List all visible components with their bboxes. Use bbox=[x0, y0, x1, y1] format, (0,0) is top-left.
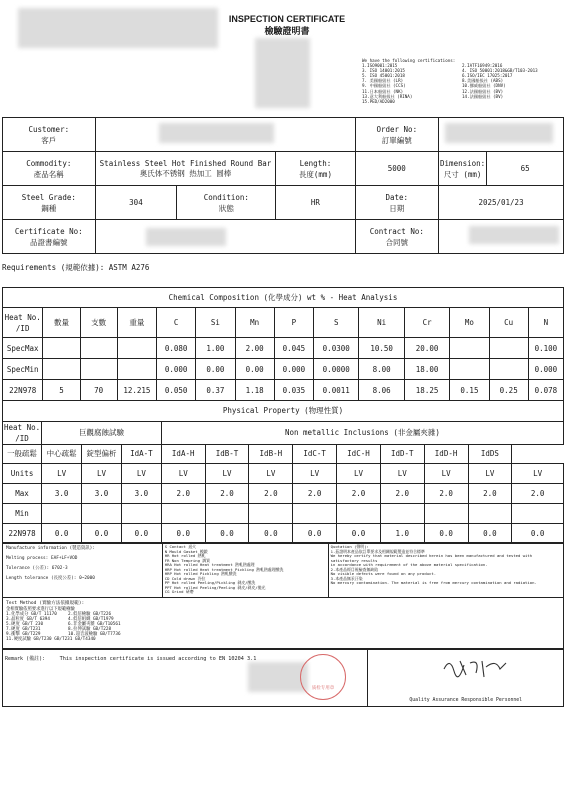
chem-cell: 0.050 bbox=[157, 380, 196, 401]
note-line: HRP Hot rolled Heat treatment Pickling 熱軋熱處理酸洗 bbox=[164, 566, 284, 572]
phys-cell: LV bbox=[82, 463, 122, 483]
phys-cell: 0.0 bbox=[512, 523, 564, 543]
info-table bbox=[2, 117, 564, 254]
chem-cell: 0.25 bbox=[489, 380, 528, 401]
phys-cell: 0.0 bbox=[337, 523, 381, 543]
title-zh: 檢驗證明書 bbox=[264, 26, 310, 36]
phys-cell: Min bbox=[3, 503, 42, 523]
phys-cell: 0.0 bbox=[293, 523, 337, 543]
phys-cell bbox=[161, 503, 205, 523]
chem-cell: 2.00 bbox=[235, 338, 274, 359]
note-line: Melting process: EAF+LF+VOD bbox=[6, 556, 78, 561]
note-line: Manufacture information (製造資訊): bbox=[6, 546, 95, 551]
test-method-item: 9.衝擊 GB/T229 bbox=[6, 631, 41, 637]
phys-cell: Units bbox=[3, 463, 42, 483]
customer-label: Customer: 客戶 bbox=[3, 118, 96, 152]
physical-title: Physical Property (物理性質) bbox=[3, 401, 564, 421]
phys-cell bbox=[512, 503, 564, 523]
chem-cell: 0.15 bbox=[450, 380, 489, 401]
remark-label: Remark (備註): bbox=[5, 656, 46, 662]
chem-row bbox=[3, 359, 564, 380]
phys-cell bbox=[42, 503, 82, 523]
chem-header-text: /ID bbox=[15, 323, 30, 333]
chem-header bbox=[489, 308, 528, 338]
test-method-item bbox=[68, 637, 130, 642]
phys-subheader: IdA-T bbox=[121, 444, 161, 463]
note-line: N Mould Gasket 模鍛 bbox=[164, 548, 208, 554]
chem-header-text: Cr bbox=[422, 318, 432, 327]
dimension-label: Dimension: 尺寸 (mm) bbox=[439, 152, 487, 186]
company-name-redacted bbox=[248, 662, 308, 692]
physical-table bbox=[2, 401, 564, 544]
test-method-item: 7.硬度 GB/T231 bbox=[6, 626, 41, 632]
phys-cell: 0.0 bbox=[161, 523, 205, 543]
phys-subheader-row bbox=[3, 444, 564, 463]
phys-cell: 3.0 bbox=[121, 483, 161, 503]
chem-header-text: 支數 bbox=[91, 318, 107, 327]
chem-cell: 20.00 bbox=[404, 338, 449, 359]
date-label: Date: 日期 bbox=[355, 186, 439, 220]
length-label: Length: 長度(mm) bbox=[276, 152, 355, 186]
chem-cell: 0.000 bbox=[157, 359, 196, 380]
phys-cell: LV bbox=[205, 463, 249, 483]
test-method-item: 10.超音波檢驗 GB/T7736 bbox=[68, 631, 121, 637]
phys-cell: 0.0 bbox=[82, 523, 122, 543]
chem-header bbox=[117, 308, 156, 338]
customer-value bbox=[95, 118, 355, 152]
note-line: Length tolerance (長度公差): 0~2000 bbox=[6, 576, 95, 581]
certifications-list bbox=[362, 58, 562, 104]
chem-cell: 0.0011 bbox=[314, 380, 359, 401]
remark-text: This inspection certificate is issued according to EN 10204 3.1 bbox=[59, 656, 257, 662]
phys-cell: LV bbox=[468, 463, 512, 483]
note-line: 2.本產品經目視檢查無缺陷 bbox=[330, 566, 379, 572]
condition-label: Condition: 狀態 bbox=[177, 186, 276, 220]
test-method bbox=[3, 597, 564, 649]
note-line: S Contact 退火 bbox=[164, 544, 196, 549]
chem-cell: 10.50 bbox=[359, 338, 404, 359]
phys-cell: LV bbox=[380, 463, 424, 483]
chem-header-text: Si bbox=[210, 318, 220, 327]
chem-header bbox=[157, 308, 196, 338]
requirements: Requirements (規範依據): ASTM A276 bbox=[2, 263, 150, 272]
chem-cell bbox=[450, 338, 489, 359]
cert-item: 2.IATF16949:2016 bbox=[462, 63, 503, 69]
cert-row bbox=[362, 99, 562, 104]
cert-item: 13.意大利船級社 (RINA) bbox=[362, 93, 413, 99]
phys-cell bbox=[424, 503, 468, 523]
chem-row bbox=[3, 380, 564, 401]
commodity-label: Commodity: 產品名稱 bbox=[3, 152, 96, 186]
note-line: HRA Hot rolled Heat treatment 熱軋熱處理 bbox=[164, 562, 255, 567]
phys-cell bbox=[293, 503, 337, 523]
chem-cell: 0.035 bbox=[274, 380, 313, 401]
chem-header-text: Mn bbox=[250, 318, 260, 327]
length-value: 5000 bbox=[355, 152, 439, 186]
cert-item: 15.PED/AD2000 bbox=[362, 98, 395, 104]
test-method-title: Test Method (實驗方法依據規範): bbox=[6, 600, 85, 606]
test-method-item: 2.低倍檢驗 GB/T226 bbox=[68, 611, 112, 617]
chem-cell: 0.00 bbox=[196, 359, 235, 380]
chem-cell bbox=[43, 338, 80, 359]
commodity-value: Stainless Steel Hot Finished Round Bar 奥氏体不锈钢 热加工 圆棒 bbox=[95, 152, 276, 186]
chem-cell: 0.00 bbox=[235, 359, 274, 380]
phys-row bbox=[3, 503, 564, 523]
test-method-item: 3.晶粒度 GB/T 6394 bbox=[6, 616, 50, 622]
chem-cell: 1.00 bbox=[196, 338, 235, 359]
chem-cell: SpecMax bbox=[3, 338, 43, 359]
phys-row bbox=[3, 523, 564, 543]
chem-header bbox=[80, 308, 117, 338]
quotation bbox=[328, 543, 563, 598]
chem-cell: 0.078 bbox=[528, 380, 563, 401]
note-line: CG Grind 研磨 bbox=[164, 589, 194, 594]
phys-subheader: IdD-H bbox=[424, 444, 468, 463]
chem-header-text: P bbox=[291, 318, 297, 327]
phys-cell: LV bbox=[42, 463, 82, 483]
chem-cell bbox=[117, 338, 156, 359]
condition-legend bbox=[162, 543, 328, 598]
cert-item: 6.ISO/IEC 17025:2017 bbox=[462, 73, 513, 79]
note-line: FR Non Tempring 調質 bbox=[164, 557, 211, 563]
phys-cell bbox=[468, 503, 512, 523]
test-method-item: 4.低倍組織 GB/T1979 bbox=[68, 616, 114, 622]
chem-cell: 0.37 bbox=[196, 380, 235, 401]
chem-cell: SpecMin bbox=[3, 359, 43, 380]
phys-cell: 1.0 bbox=[380, 523, 424, 543]
cert-item: 8.美國船級社 (ABS) bbox=[462, 78, 504, 84]
phys-subheader: IdC-H bbox=[337, 444, 381, 463]
phys-cell bbox=[337, 503, 381, 523]
chem-cell: 70 bbox=[80, 380, 117, 401]
cert-item: 11.日本船級社 (NK) bbox=[362, 88, 404, 94]
macro-header: 巨觀腐蝕試驗 bbox=[42, 421, 162, 444]
note-line: No visible defects were found on any product. bbox=[330, 571, 437, 576]
chem-header bbox=[3, 308, 43, 338]
chem-header bbox=[528, 308, 563, 338]
chem-header bbox=[196, 308, 235, 338]
order-label: Order No: 訂單編號 bbox=[355, 118, 439, 152]
test-method-item: 金相實驗依照要求進行以下規範檢驗 bbox=[6, 606, 75, 612]
phys-cell: Max bbox=[3, 483, 42, 503]
qa-label: Quality Assurance Responsible Personnel bbox=[409, 698, 523, 703]
chem-header-text: Mo bbox=[464, 318, 474, 327]
phys-cell: 2.0 bbox=[424, 483, 468, 503]
phys-cell: 2.0 bbox=[512, 483, 564, 503]
phys-cell: 0.0 bbox=[424, 523, 468, 543]
chem-cell: 22N978 bbox=[3, 380, 43, 401]
phys-subheader: IdB-T bbox=[205, 444, 249, 463]
note-line: HR Hot rolled 熱軋 bbox=[164, 553, 206, 558]
chem-header bbox=[404, 308, 449, 338]
cert-item: 14.法國船級社 (BV) bbox=[462, 93, 504, 99]
inclusion-header: Non metallic Inclusions (非金屬夾雜) bbox=[161, 421, 563, 444]
note-line: We hereby certify that material described herein has been manufactured and tested with satisfactory results bbox=[330, 553, 533, 563]
phys-cell: LV bbox=[424, 463, 468, 483]
phys-subheader: IdD-T bbox=[380, 444, 424, 463]
phys-row bbox=[3, 463, 564, 483]
phys-cell bbox=[121, 503, 161, 523]
phys-subheader: 一般疏鬆 bbox=[3, 444, 42, 463]
dimension-value: 65 bbox=[487, 152, 564, 186]
phys-cell: 3.0 bbox=[82, 483, 122, 503]
phys-subheader: 錠型偏析 bbox=[82, 444, 122, 463]
company-logo-redacted bbox=[18, 8, 218, 48]
cert-item bbox=[462, 99, 562, 104]
phys-cell: LV bbox=[512, 463, 564, 483]
note-line: 1.茲證明本產品依訂單要求及相關規範製造並符合標準 bbox=[330, 548, 425, 554]
note-line: PP Hot rolled Peeling/Pickling 剝皮/酸洗 bbox=[164, 580, 256, 585]
note-line: HRP Hot rolled Pickling 熱軋酸洗 bbox=[164, 571, 237, 576]
chem-cell: 1.18 bbox=[235, 380, 274, 401]
chem-header bbox=[43, 308, 80, 338]
note-line: in accordance with requirement of the above material specification. bbox=[330, 562, 488, 567]
chem-header-text: 重量 bbox=[129, 318, 145, 327]
chem-header-text: 數量 bbox=[53, 318, 69, 327]
phys-cell bbox=[82, 503, 122, 523]
chem-cell: 18.25 bbox=[404, 380, 449, 401]
chem-cell: 8.06 bbox=[359, 380, 404, 401]
note-line: No mercury contamination. The material is free from mercury contamination and radiation. bbox=[330, 580, 537, 585]
phys-cell: 0.0 bbox=[468, 523, 512, 543]
test-method-item: 8.拉伸試驗 GB/T228 bbox=[68, 626, 112, 632]
cert-item: 5. ISO 45001:2018 bbox=[362, 73, 405, 79]
note-line: Tolerance (公差): 6702-3 bbox=[6, 566, 68, 571]
chem-cell: 0.000 bbox=[274, 359, 313, 380]
test-method-item: 5.硬度 GB/T 230 bbox=[6, 621, 44, 627]
chem-cell: 8.00 bbox=[359, 359, 404, 380]
chem-cell bbox=[80, 359, 117, 380]
certno-label: Certificate No: 品證書編號 bbox=[3, 220, 96, 254]
certs-intro: We have the following certifications: bbox=[362, 58, 456, 63]
chem-cell: 0.045 bbox=[274, 338, 313, 359]
manufacture-info bbox=[3, 543, 163, 598]
phys-cell: LV bbox=[249, 463, 293, 483]
chem-header-text: C bbox=[173, 318, 179, 327]
chem-row bbox=[3, 338, 564, 359]
phys-cell: 0.0 bbox=[121, 523, 161, 543]
phys-cell: 2.0 bbox=[161, 483, 205, 503]
phys-cell: 22N978 bbox=[3, 523, 42, 543]
inspection-stamp bbox=[300, 654, 346, 700]
order-value bbox=[439, 118, 564, 152]
phys-cell bbox=[249, 503, 293, 523]
contract-value bbox=[439, 220, 564, 254]
cert-item: 12.法國船級社 (BV) bbox=[462, 88, 504, 94]
chem-cell: 0.0300 bbox=[314, 338, 359, 359]
notes-table bbox=[2, 542, 564, 650]
certno-value bbox=[95, 220, 355, 254]
note-line: CD Cold drawn 冷拉 bbox=[164, 575, 206, 581]
chem-cell bbox=[489, 338, 528, 359]
phys-cell bbox=[205, 503, 249, 523]
redacted-block bbox=[255, 38, 310, 108]
signature-graphic bbox=[440, 655, 510, 681]
chem-cell bbox=[450, 359, 489, 380]
phys-cell: LV bbox=[161, 463, 205, 483]
chem-cell bbox=[117, 359, 156, 380]
note-line: Quotation (聲明): bbox=[330, 544, 369, 549]
date-value: 2025/01/23 bbox=[439, 186, 564, 220]
note-line: 3.本產品無汞汙染 bbox=[330, 575, 363, 581]
chem-cell: 0.0000 bbox=[314, 359, 359, 380]
test-method-item: 11.硬度試驗 GB/T230 GB/T231 GB/T4340 bbox=[6, 636, 96, 642]
chem-header bbox=[359, 308, 404, 338]
phys-cell: 0.0 bbox=[249, 523, 293, 543]
phys-subheader: IdA-H bbox=[161, 444, 205, 463]
signature-cell bbox=[368, 649, 564, 707]
phys-cell: 2.0 bbox=[468, 483, 512, 503]
note-line: PPT Hot rolled Peeling/Peeling 剝皮/剝皮/拋光 bbox=[164, 584, 266, 590]
phys-subheader: 中心疏鬆 bbox=[42, 444, 82, 463]
phys-cell: LV bbox=[293, 463, 337, 483]
chem-header bbox=[314, 308, 359, 338]
grade-label: Steel Grade: 鋼種 bbox=[3, 186, 96, 220]
chem-cell: 18.00 bbox=[404, 359, 449, 380]
phys-cell: 2.0 bbox=[249, 483, 293, 503]
chem-cell: 0.080 bbox=[157, 338, 196, 359]
cert-item: 3. ISO 14001:2015 bbox=[362, 68, 405, 74]
cert-item: 9. 中國船級社 (CCS) bbox=[362, 83, 406, 89]
phys-cell: 2.0 bbox=[205, 483, 249, 503]
chem-cell: 5 bbox=[43, 380, 80, 401]
phys-cell: 2.0 bbox=[293, 483, 337, 503]
cert-item: 4. ISO 50001:2018&GB/T103-2013 bbox=[462, 68, 538, 74]
cert-item: 7. 美國船級社 (LR) bbox=[362, 78, 404, 84]
grade-value: 304 bbox=[95, 186, 177, 220]
chem-header bbox=[274, 308, 313, 338]
stamp-text: 质检专用章 bbox=[311, 686, 335, 691]
chem-cell: 0.100 bbox=[528, 338, 563, 359]
test-method-item: 1.化學成分 GB/T 11170 bbox=[6, 611, 57, 617]
cert-item: 1.ISO9001:2015 bbox=[362, 63, 398, 69]
test-method-item: 6.非金屬夾雜 GB/T10561 bbox=[68, 621, 121, 627]
chem-header-text: Ni bbox=[377, 318, 387, 327]
phys-cell: 2.0 bbox=[380, 483, 424, 503]
chemical-table bbox=[2, 287, 564, 401]
chem-header-text: N bbox=[543, 318, 549, 327]
chem-header-text: Heat No. bbox=[4, 312, 41, 322]
phys-cell: LV bbox=[121, 463, 161, 483]
contract-label: Contract No: 合同號 bbox=[355, 220, 439, 254]
phys-cell bbox=[380, 503, 424, 523]
phys-subheader: IdB-H bbox=[249, 444, 293, 463]
phys-subheader: IdDS bbox=[468, 444, 512, 463]
chem-header bbox=[235, 308, 274, 338]
chem-header-text: Cu bbox=[504, 318, 514, 327]
condition-value: HR bbox=[276, 186, 355, 220]
title-en: INSPECTION CERTIFICATE bbox=[228, 14, 346, 24]
chem-header bbox=[450, 308, 489, 338]
phys-cell: 3.0 bbox=[42, 483, 82, 503]
phys-row bbox=[3, 483, 564, 503]
phys-subheader: IdC-T bbox=[293, 444, 337, 463]
chem-cell bbox=[489, 359, 528, 380]
phys-cell: 0.0 bbox=[42, 523, 82, 543]
phys-cell: 0.0 bbox=[205, 523, 249, 543]
chem-cell bbox=[80, 338, 117, 359]
chem-cell bbox=[43, 359, 80, 380]
certificate-title bbox=[222, 13, 352, 37]
chemical-title: Chemical Composition (化學成分) wt % - Heat Analysis bbox=[3, 288, 564, 308]
chem-cell: 0.000 bbox=[528, 359, 563, 380]
phys-cell: 2.0 bbox=[337, 483, 381, 503]
phys-cell: LV bbox=[337, 463, 381, 483]
cert-item: 10.挪威船級社 (DNV) bbox=[462, 83, 506, 89]
chem-cell: 12.215 bbox=[117, 380, 156, 401]
phys-heat-header: Heat No. /ID bbox=[4, 422, 41, 443]
test-method-row bbox=[6, 637, 560, 642]
chem-header-text: S bbox=[333, 318, 339, 327]
